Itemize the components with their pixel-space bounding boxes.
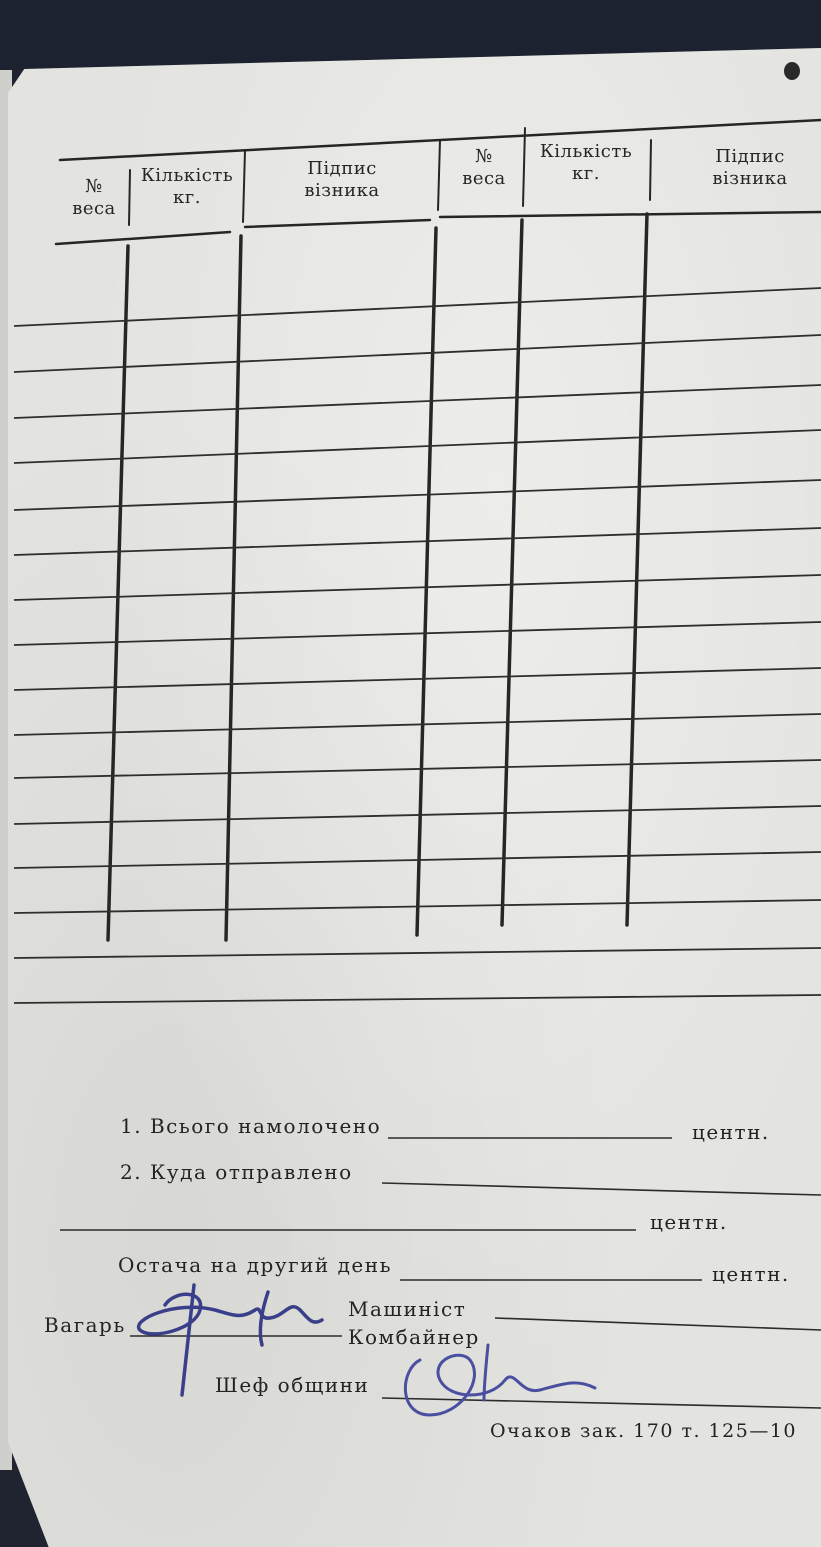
column-line-5	[627, 214, 647, 925]
weigher-label: Вагарь	[44, 1313, 126, 1337]
row-line	[14, 288, 821, 326]
header-divider-5	[650, 140, 651, 200]
header-signature-right: Підпис візника	[712, 146, 788, 189]
total-threshed-label: 1. Всього намолочено	[120, 1114, 382, 1138]
header-divider-3	[438, 140, 440, 210]
header-signature-left: Підпис візника	[304, 158, 380, 201]
total-threshed-unit: центн.	[692, 1120, 770, 1144]
shipped-to-label: 2. Куда отправлено	[120, 1160, 353, 1184]
printer-note: Очаков зак. 170 т. 125—10	[490, 1420, 797, 1442]
header-quantity-right: Кількість кг.	[539, 141, 633, 184]
header-bottom-line-left	[56, 232, 230, 244]
machinist-label: Машиніст	[348, 1297, 467, 1321]
combiner-label: Комбайнер	[348, 1325, 480, 1349]
column-line-3	[417, 228, 436, 935]
header-bottom-line-right	[440, 212, 821, 217]
header-number-left: № веса	[72, 176, 116, 219]
header-number-right: № веса	[462, 146, 506, 189]
remainder-unit: центн.	[712, 1262, 790, 1286]
column-line-1	[108, 246, 128, 940]
remainder-label: Остача на другий день	[118, 1253, 392, 1277]
header-divider-4	[523, 128, 525, 206]
chief-label: Шеф общини	[215, 1373, 370, 1397]
header-bottom-line-middle	[245, 220, 430, 227]
column-line-2	[226, 236, 241, 940]
chief-signature	[405, 1345, 595, 1415]
column-line-4	[502, 220, 522, 925]
shipped-unit: центн.	[650, 1210, 728, 1234]
header-quantity-left: Кількість кг.	[140, 165, 234, 208]
